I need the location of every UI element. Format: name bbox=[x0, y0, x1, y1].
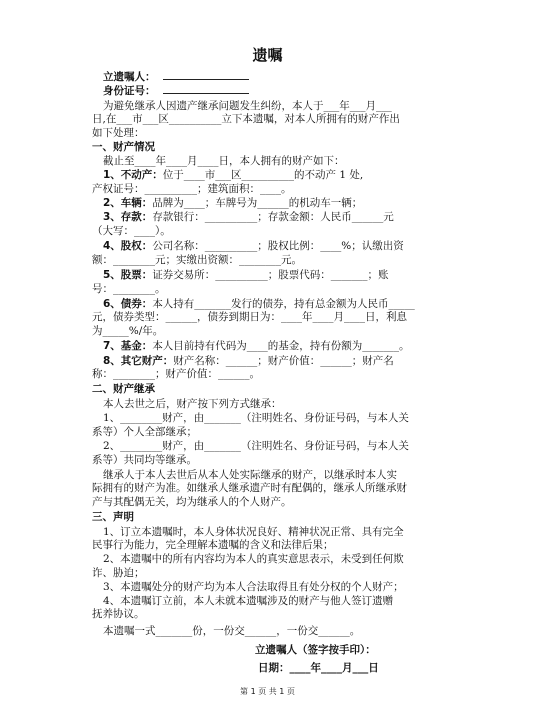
id-label: 身份证号： bbox=[103, 85, 156, 98]
document-title: 遗嘱 bbox=[252, 46, 283, 64]
item-text: 本人目前持有代码为____的基金，持有份额为_______。 bbox=[152, 340, 410, 353]
item-text: 为_____%/年。 bbox=[92, 324, 164, 337]
section-heading: 三、声明 bbox=[92, 511, 134, 524]
paragraph-line: 4、本遗嘱订立前，本人未就本遗嘱涉及的财产与他人签订遗赠 bbox=[103, 594, 394, 607]
testator-row bbox=[0, 70, 535, 84]
item-text: 存款银行：__________；存款金额：人民币______元 bbox=[152, 211, 394, 224]
item-label: 1、不动产： bbox=[103, 169, 163, 182]
item-label: 8、其它财产： bbox=[103, 354, 174, 367]
item-text: 品牌为____；车牌号为______的机动车一辆； bbox=[152, 197, 363, 209]
paragraph-line: 系等）个人全部继承； bbox=[92, 425, 197, 438]
paragraph-line: 民事行为能力，完全理解本遗嘱的含义和法律后果； bbox=[92, 539, 334, 551]
item-text: 元，债券类型：______，债券到期日为：____年____月____日，利息 bbox=[92, 311, 407, 324]
intro-line: 为避免继承人因遗产继承问题发生纠纷，本人于___年___月___ bbox=[103, 99, 392, 112]
id-row bbox=[0, 84, 535, 98]
intro-line: 如下处理： bbox=[92, 126, 145, 139]
item-text: 号：________。 bbox=[92, 282, 166, 295]
item-text: 本人持有_______发行的债券，持有总金额为人民币_____ bbox=[152, 297, 415, 310]
section-heading: 一、财产情况 bbox=[92, 141, 155, 154]
item-label: 7、基金： bbox=[103, 340, 153, 353]
signature-label: 立遗嘱人（签字按手印）： bbox=[255, 644, 376, 656]
item-text: 财产名称：______；财产价值：______；财产名 bbox=[173, 354, 394, 367]
paragraph-line: 1、________财产，由_______（注明姓名、身份证号码，与本人关 bbox=[103, 412, 409, 425]
paragraph-line: 际拥有的财产为准。如继承人继承遗产时有配偶的，继承人所继承财 bbox=[92, 482, 407, 495]
paragraph-line: 产与其配偶无关，均为继承人的个人财产。 bbox=[92, 495, 292, 508]
paragraph-line: 系等）共同均等继承。 bbox=[92, 453, 197, 466]
paragraph-line: 本人去世之后，财产按下列方式继承： bbox=[103, 397, 282, 410]
item-text: （大写：____）。 bbox=[92, 224, 171, 237]
paragraph-line: 抚养协议。 bbox=[92, 608, 145, 621]
item-text: 产权证号：__________；建筑面积：____。 bbox=[92, 182, 292, 195]
copies-line: 本遗嘱一式_______份，一份交______，一份交______。 bbox=[103, 625, 361, 637]
item-label: 3、存款： bbox=[103, 211, 153, 224]
item-text: 额：________元；实缴出资额：________元。 bbox=[92, 253, 302, 266]
testator-field-line bbox=[163, 79, 249, 80]
intro-line: 日,在___市___区__________立下本遗嘱，对本人所拥有的财产作出 bbox=[92, 113, 400, 126]
item-text: 证券交易所：__________；股票代码：_______；账 bbox=[152, 269, 389, 281]
paragraph-line: 3、本遗嘱处分的财产均为本人合法取得且有处分权的个人财产； bbox=[103, 581, 404, 594]
item-label: 2、车辆： bbox=[103, 197, 153, 209]
paragraph-line: 继承人于本人去世后从本人处实际继承的财产，以继承时本人实 bbox=[103, 468, 397, 481]
item-label: 5、股票： bbox=[103, 269, 153, 281]
item-text: 公司名称：__________；股权比例：____%；认缴出资 bbox=[152, 240, 404, 253]
id-field-line bbox=[163, 93, 249, 94]
paragraph-line: 2、本遗嘱中的所有内容均为本人的真实意思表示，未受到任何欺 bbox=[103, 553, 404, 566]
paragraph-line: 诈、胁迫； bbox=[92, 566, 145, 579]
paragraph-line: 2、________财产，由_______（注明姓名、身份证号码，与本人关 bbox=[103, 440, 409, 452]
signature-date: 日期：____年____月___日 bbox=[258, 662, 379, 674]
item-label: 6、债券： bbox=[103, 297, 153, 310]
page-number: 第 1 页 共 1 页 bbox=[240, 687, 295, 696]
section-heading: 二、财产继承 bbox=[92, 383, 155, 396]
item-text: 位于____市___区__________的不动产 1 处, bbox=[162, 169, 364, 182]
item-label: 4、股权： bbox=[103, 240, 153, 253]
testator-label: 立遗嘱人： bbox=[103, 71, 156, 83]
item-text: 称：________；财产价值：______。 bbox=[92, 368, 260, 380]
paragraph-line: 截止至____年____月____日，本人拥有的财产如下： bbox=[103, 154, 345, 167]
paragraph-line: 1、订立本遗嘱时，本人身体状况良好、精神状况正常、具有完全 bbox=[103, 525, 404, 538]
